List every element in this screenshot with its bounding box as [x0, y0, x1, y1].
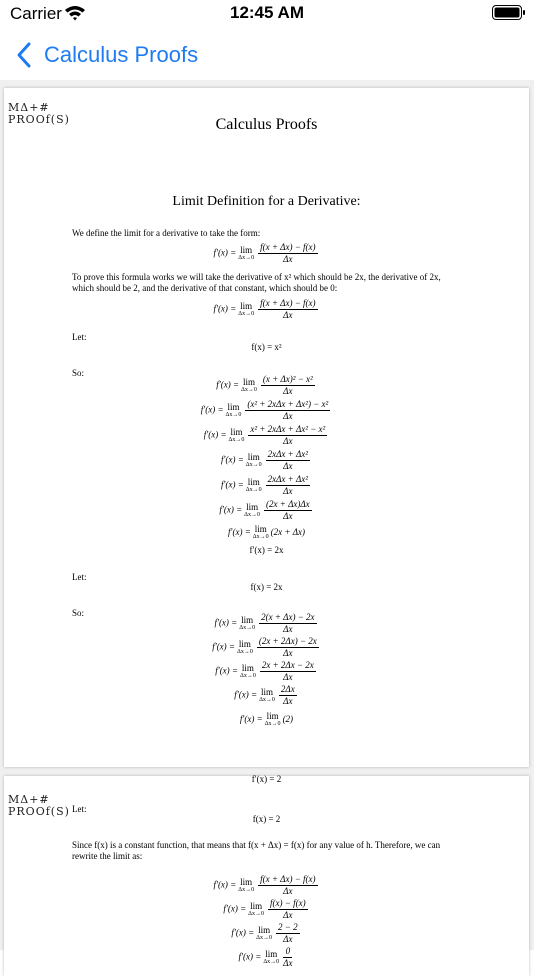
fraction [258, 242, 317, 265]
fraction [266, 449, 310, 472]
equation-lhs: f′(x) = [212, 641, 235, 652]
fraction [248, 424, 327, 447]
fraction-denominator: Δx [283, 511, 293, 521]
fraction-denominator: Δx [283, 411, 293, 421]
limit-subscript: Δx→0 [264, 721, 281, 727]
fraction-numerator: 2xΔx + Δx² [267, 449, 308, 459]
fraction [266, 474, 310, 497]
let-label-2: Let: [72, 572, 87, 582]
equation-lhs: f′(x) = [213, 247, 237, 258]
limit-label: lim [246, 501, 259, 512]
equation-lhs: f′(x) = [203, 429, 227, 440]
limit-operator [237, 640, 253, 656]
equation-fx-2x: f(x) = 2x [250, 582, 283, 592]
equation-step [4, 922, 529, 945]
fraction-denominator: Δx [283, 624, 293, 634]
equation-step [4, 399, 529, 422]
equation-definition-repeat [4, 298, 529, 321]
clock: 12:45 AM [229, 3, 304, 22]
equation-step [4, 636, 529, 659]
equation-lhs: f′(x) = [239, 714, 263, 725]
equation-lhs: f′(x) = [200, 404, 224, 415]
limit-subscript: Δx→0 [238, 254, 255, 261]
limit-expression: (2x + Δx) [270, 527, 305, 538]
fraction-denominator: Δx [283, 461, 293, 471]
equation-fx-squared: f(x) = x² [251, 342, 282, 352]
fraction [245, 399, 330, 422]
limit-operator [265, 712, 281, 728]
equation-limit-plain-1 [4, 525, 529, 541]
limit-subscript: Δx→0 [263, 958, 280, 965]
limit-operator [244, 503, 260, 519]
fraction-denominator: Δx [283, 886, 293, 896]
limit-label: lim [250, 900, 263, 911]
limit-label: lim [240, 876, 253, 887]
equation-lhs: f′(x) = [216, 379, 240, 390]
limit-subscript: Δx→0 [240, 672, 256, 679]
limit-operator [246, 478, 262, 494]
limit-label: lim [227, 401, 240, 412]
fraction-denominator: Δx [283, 486, 293, 496]
limit-label: lim [240, 244, 253, 255]
fraction-denominator: Δx [283, 934, 293, 944]
fraction-numerator: x² + 2xΔx + Δx² − x² [250, 424, 326, 434]
equation-lhs: f′(x) = [214, 617, 238, 628]
back-button[interactable]: Calculus Proofs [44, 42, 199, 67]
limit-operator [238, 302, 254, 318]
fraction-numerator: (x² + 2xΔx + Δx²) − x² [247, 399, 329, 409]
fraction [259, 612, 316, 635]
carry-over-result: f′(x) = 2 [251, 774, 282, 784]
fraction [279, 684, 297, 707]
limit-operator [240, 664, 256, 680]
equation-lhs: f′(x) = [231, 927, 255, 938]
equation-step [4, 449, 529, 472]
fraction-numerator: f(x + Δx) − f(x) [260, 874, 316, 884]
result-2x: f′(x) = 2x [249, 545, 284, 555]
limit-subscript: Δx→0 [245, 486, 262, 493]
equation-step [4, 898, 529, 921]
limit-label: lim [265, 948, 278, 959]
fraction-denominator: Δx [283, 958, 293, 968]
limit-subscript: Δx→0 [244, 511, 260, 518]
fraction [257, 636, 319, 659]
limit-operator [226, 403, 242, 419]
equation-step [4, 424, 529, 447]
limit-label: lim [266, 711, 279, 721]
equation-step [4, 946, 529, 969]
limit-subscript: Δx→0 [238, 886, 255, 893]
fraction [283, 946, 292, 969]
limit-operator [229, 428, 245, 444]
fraction [260, 660, 316, 683]
limit-subscript: Δx→0 [245, 461, 262, 468]
limit-label: lim [247, 476, 260, 487]
fraction-denominator: Δx [283, 436, 293, 446]
equation-step [4, 374, 529, 397]
fraction-denominator: Δx [283, 910, 293, 920]
fraction-numerator: f(x) − f(x) [270, 898, 306, 908]
fraction-numerator: 2xΔx + Δx² [267, 474, 308, 484]
fraction [268, 898, 308, 921]
limit-label: lim [238, 638, 251, 649]
fraction-denominator: Δx [283, 672, 293, 682]
equation-lhs: f′(x) = [223, 903, 247, 914]
section-title: Limit Definition for a Derivative: [172, 194, 361, 209]
limit-subscript: Δx→0 [259, 696, 275, 703]
equation-step [4, 499, 529, 522]
pdf-page-2 [4, 776, 529, 976]
limit-subscript: Δx→0 [237, 648, 253, 655]
fraction-denominator: Δx [283, 310, 293, 320]
fraction [276, 922, 300, 945]
equation-step [4, 684, 529, 707]
fraction-denominator: Δx [283, 648, 293, 658]
fraction-numerator: (2x + Δx)Δx [266, 499, 310, 509]
limit-operator [256, 926, 272, 942]
limit-label: lim [254, 524, 267, 534]
limit-label: lim [247, 451, 260, 462]
equation-lhs: f′(x) = [228, 527, 251, 538]
equation-limit-plain-2 [4, 712, 529, 728]
so-label-2: So: [72, 608, 85, 618]
limit-operator [239, 616, 255, 632]
limit-subscript: Δx→0 [238, 310, 255, 317]
limit-label: lim [241, 662, 254, 673]
limit-label: lim [260, 686, 273, 697]
limit-label: lim [241, 614, 254, 625]
so-label-1: So: [72, 368, 85, 378]
equation-step [4, 874, 529, 897]
equation-step [4, 660, 529, 683]
limit-operator [246, 453, 262, 469]
pdf-page-1 [4, 88, 529, 767]
status-bar [0, 0, 534, 30]
equation-definition [4, 242, 529, 265]
fraction-numerator: 2 − 2 [278, 922, 298, 932]
equation-lhs: f′(x) = [213, 879, 237, 890]
equation-step [4, 474, 529, 497]
limit-operator [263, 950, 279, 966]
limit-operator [238, 878, 254, 894]
limit-subscript: Δx→0 [228, 436, 245, 443]
navigation-bar [0, 30, 534, 80]
limit-label: lim [258, 924, 271, 935]
limit-subscript: Δx→0 [256, 934, 273, 941]
math-proofs-logo-2: MΔ+# PROOf(S) [8, 793, 70, 818]
limit-subscript: Δx→0 [241, 386, 257, 393]
equation-fx-2: f(x) = 2 [252, 814, 281, 824]
limit-subscript: Δx→0 [252, 534, 269, 540]
fraction-numerator: 2(x + Δx) − 2x [261, 612, 315, 622]
limit-operator [241, 378, 257, 394]
fraction [261, 374, 315, 397]
fraction-numerator: (x + Δx)² − x² [262, 374, 313, 384]
fraction [258, 874, 317, 897]
limit-expression: (2) [282, 714, 294, 725]
limit-subscript: Δx→0 [225, 411, 242, 418]
fraction-numerator: 2x + 2Δx − 2x [261, 660, 314, 670]
limit-operator [248, 902, 264, 918]
fraction-numerator: f(x + Δx) − f(x) [260, 242, 316, 252]
limit-operator [259, 688, 275, 704]
battery-icon [492, 5, 526, 20]
fraction-denominator: Δx [283, 386, 293, 396]
fraction-denominator: Δx [283, 254, 293, 264]
pdf-viewer[interactable] [0, 80, 534, 968]
let-label-1: Let: [72, 332, 87, 342]
equation-lhs: f′(x) = [238, 951, 262, 962]
carrier-label: Carrier [10, 4, 62, 23]
fraction-numerator: f(x + Δx) − f(x) [260, 298, 316, 308]
since-text: Since f(x) is a constant function, that means that f(x + Δx) = f(x) for any value of h. Therefore, we can rewrite the limit as: [72, 840, 441, 861]
fraction-numerator: 0 [283, 946, 292, 958]
limit-subscript: Δx→0 [248, 910, 265, 917]
equation-lhs: f′(x) = [234, 689, 258, 700]
fraction-denominator: Δx [283, 696, 293, 706]
document-title: Calculus Proofs [215, 116, 318, 133]
equation-lhs: f′(x) = [219, 504, 243, 515]
math-proofs-logo: MΔ+# PROOf(S) [8, 101, 70, 126]
fraction-numerator: (2x + 2Δx) − 2x [258, 636, 317, 646]
let-label-3: Let: [72, 804, 87, 814]
equation-lhs: f′(x) = [221, 454, 244, 465]
limit-label: lim [240, 300, 253, 311]
equation-step [4, 612, 529, 635]
limit-operator [238, 246, 254, 262]
fraction-numerator: 2Δx [280, 684, 295, 694]
equation-lhs: f′(x) = [221, 479, 244, 490]
fraction [264, 499, 312, 522]
fraction [258, 298, 317, 321]
intro-text: We define the limit for a derivative to take the form: [72, 228, 261, 238]
equation-lhs: f′(x) = [215, 665, 238, 676]
limit-operator [253, 525, 269, 541]
back-chevron-icon[interactable] [16, 42, 32, 68]
prove-text: To prove this formula works we will take the derivative of x² which should be 2x, the derivative of 2x, which should be 2, and the derivative of that constant, which should be 0: [72, 272, 441, 293]
limit-label: lim [242, 376, 255, 387]
limit-subscript: Δx→0 [239, 624, 256, 631]
equation-lhs: f′(x) = [213, 303, 237, 314]
limit-label: lim [230, 426, 243, 437]
